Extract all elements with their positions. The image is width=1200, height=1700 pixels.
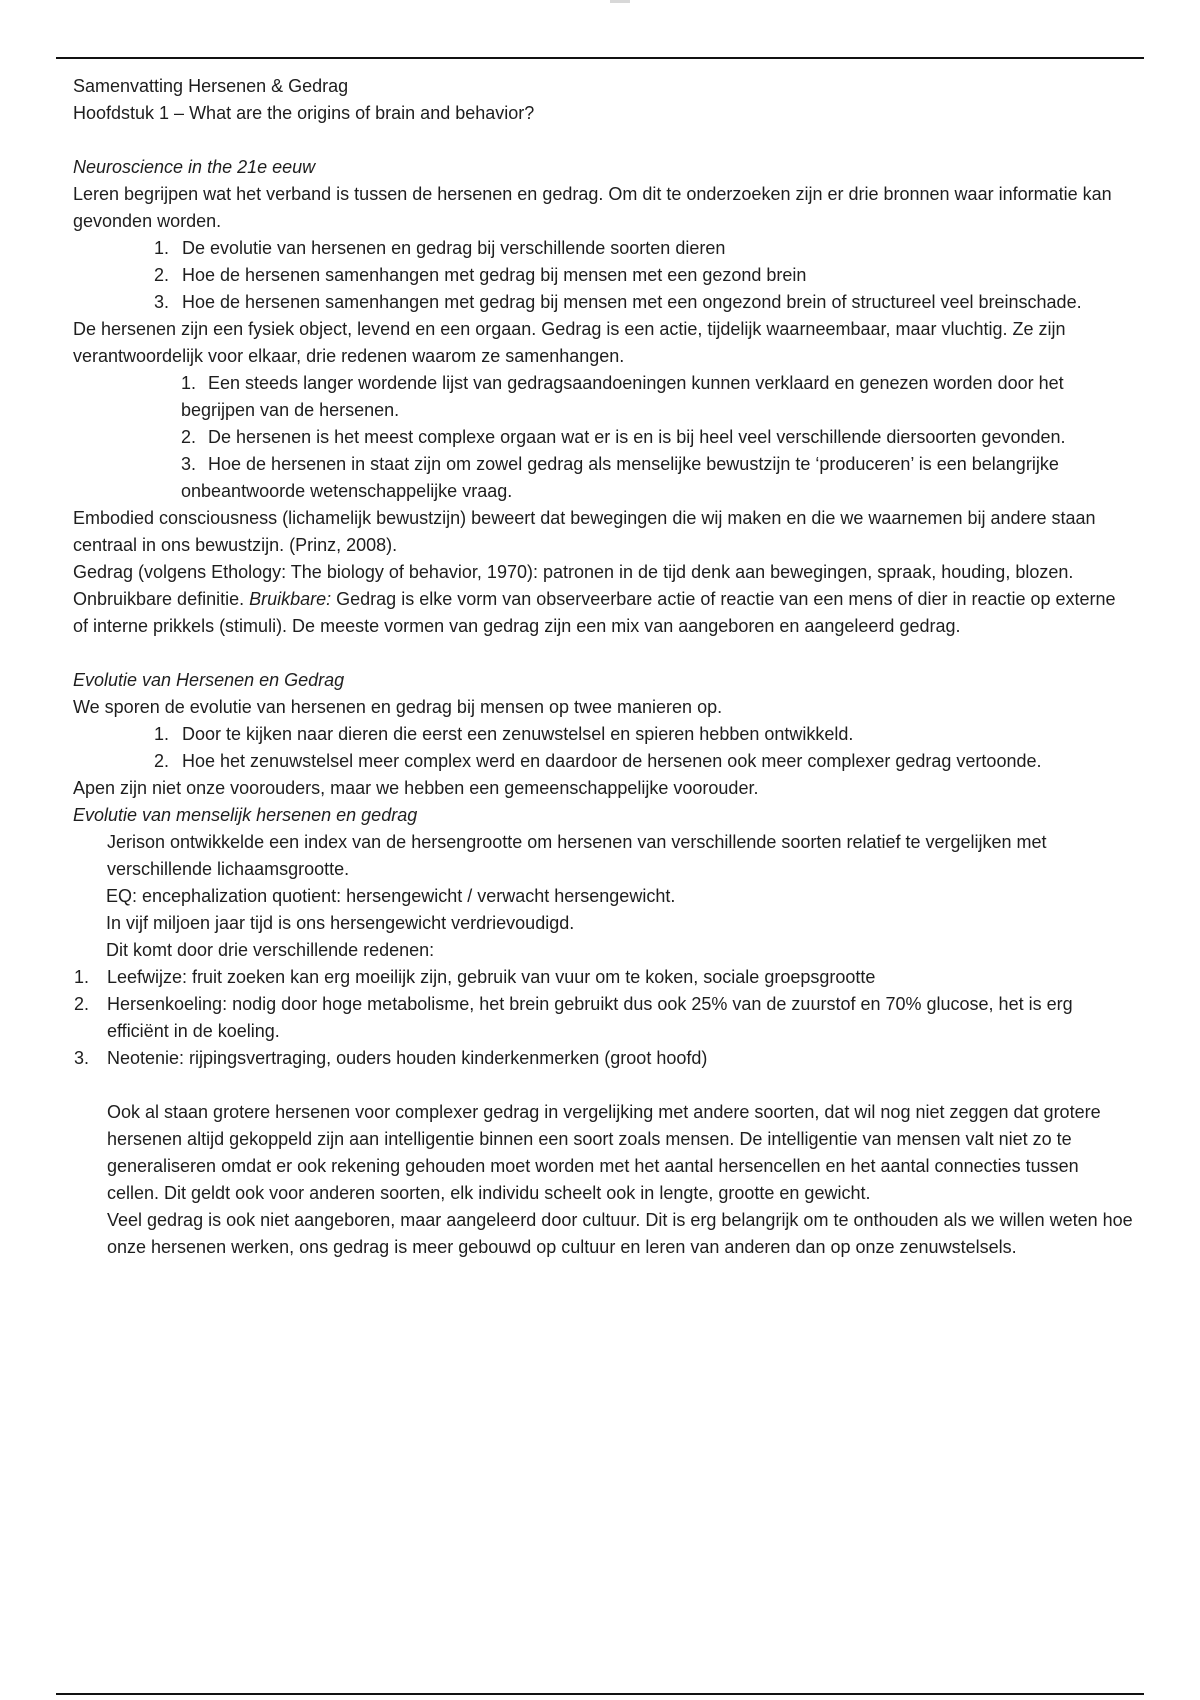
list-number: 2.	[181, 427, 197, 447]
list-item	[73, 262, 1133, 289]
reasons-list	[73, 370, 1133, 505]
paragraph: EQ: encephalization quotient: hersengewicht / verwacht hersengewicht.	[106, 886, 676, 906]
list-number: 2.	[153, 751, 169, 771]
list-number: 3.	[73, 1048, 89, 1068]
document-title: Samenvatting Hersenen & Gedrag	[73, 76, 349, 96]
list-item-text: De evolutie van hersenen en gedrag bij verschillende soorten dieren	[182, 238, 726, 258]
list-number: 1.	[153, 724, 169, 744]
list-item	[73, 964, 1133, 991]
paragraph: Embodied consciousness (lichamelijk bewustzijn) beweert dat bewegingen die wij maken en die we waarnemen bij andere staan centraal in ons bewustzijn. (Prinz, 2008).	[73, 508, 1096, 555]
list-item	[73, 424, 1133, 451]
list-item-text: De hersenen is het meest complexe orgaan wat er is en is bij heel veel verschillende diersoorten gevonden.	[208, 427, 1066, 447]
text-run: Gedrag (volgens Ethology: The biology of behavior, 1970): patronen in de tijd denk aan bewegingen, spraak, houding, blozen. Onbruikbare definitie.	[73, 562, 1074, 609]
list-item-text: Neotenie: rijpingsvertraging, ouders houden kinderkenmerken (groot hoofd)	[107, 1048, 708, 1068]
section-heading-neuroscience: Neuroscience in the 21e eeuw	[73, 157, 316, 177]
list-item	[73, 1045, 1133, 1072]
list-number: 1.	[73, 967, 89, 987]
paragraph: We sporen de evolutie van hersenen en gedrag bij mensen op twee manieren op.	[73, 697, 723, 717]
list-item-text: Door te kijken naar dieren die eerst een zenuwstelsel en spieren hebben ontwikkeld.	[182, 724, 854, 744]
italic-term: Bruikbare:	[249, 589, 332, 609]
paragraph: Ook al staan grotere hersenen voor complexer gedrag in vergelijking met andere soorten, dat wil nog niet zeggen dat grotere hersenen altijd gekoppeld zijn aan intelligentie binnen een soort zoals mensen. De intelligentie van mensen valt niet zo te generaliseren omdat er ook rekening gehouden moet worden met het aantal hersencellen en het aantal connecties tussen cellen. Dit geldt ook voor anderen soorten, elk individu scheelt ook in lengte, grootte en gewicht.	[107, 1102, 1101, 1203]
list-item	[73, 451, 1133, 505]
causes-list	[73, 964, 1133, 1072]
spacer	[73, 127, 1133, 154]
top-divider	[56, 57, 1144, 59]
bottom-divider	[56, 1693, 1144, 1695]
list-item	[73, 370, 1133, 424]
list-item-text: Leefwijze: fruit zoeken kan erg moeilijk zijn, gebruik van vuur om te koken, sociale groepsgrootte	[107, 967, 876, 987]
list-number: 2.	[73, 994, 89, 1014]
list-item	[73, 748, 1133, 775]
page-header-mark	[610, 0, 630, 3]
paragraph: De hersenen zijn een fysiek object, levend en een orgaan. Gedrag is een actie, tijdelijk waarneembaar, maar vluchtig. Ze zijn verantwoordelijk voor elkaar, drie redenen waarom ze samenhangen.	[73, 319, 1066, 366]
list-item-text: Hoe de hersenen in staat zijn om zowel gedrag als menselijke bewustzijn te ‘produceren’ is een belangrijke onbeantwoorde wetenschappelijke vraag.	[181, 454, 1059, 501]
paragraph: Leren begrijpen wat het verband is tussen de hersenen en gedrag. Om dit te onderzoeken zijn er drie bronnen waar informatie kan gevonden worden.	[73, 184, 1112, 231]
spacer	[73, 640, 1133, 667]
list-item-text: Hoe het zenuwstelsel meer complex werd en daardoor de hersenen ook meer complexer gedrag vertoonde.	[182, 751, 1042, 771]
list-number: 3.	[153, 292, 169, 312]
list-item-text: Hoe de hersenen samenhangen met gedrag bij mensen met een ongezond brein of structureel veel breinschade.	[182, 292, 1082, 312]
document-body	[73, 73, 1133, 1261]
paragraph	[73, 559, 1133, 640]
list-item-text: Hersenkoeling: nodig door hoge metabolisme, het brein gebruikt dus ook 25% van de zuurstof en 70% glucose, het is erg efficiënt in de koeling.	[107, 994, 1073, 1041]
sources-list	[73, 235, 1133, 316]
list-item-text: Een steeds langer wordende lijst van gedragsaandoeningen kunnen verklaard en genezen worden door het begrijpen van de hersenen.	[181, 373, 1064, 420]
paragraph: Apen zijn niet onze voorouders, maar we hebben een gemeenschappelijke voorouder.	[73, 778, 759, 798]
list-number: 1.	[181, 373, 197, 393]
list-item-text: Hoe de hersenen samenhangen met gedrag bij mensen met een gezond brein	[182, 265, 807, 285]
list-number: 1.	[153, 238, 169, 258]
subsection-heading: Evolutie van menselijk hersenen en gedrag	[73, 805, 418, 825]
ways-list	[73, 721, 1133, 775]
list-item	[73, 721, 1133, 748]
paragraph: Dit komt door drie verschillende redenen:	[106, 940, 435, 960]
spacer	[73, 1072, 1133, 1099]
chapter-title: Hoofdstuk 1 – What are the origins of brain and behavior?	[73, 103, 535, 123]
list-number: 2.	[153, 265, 169, 285]
list-number: 3.	[181, 454, 197, 474]
paragraph: Jerison ontwikkelde een index van de hersengrootte om hersenen van verschillende soorten relatief te vergelijken met verschillende lichaamsgrootte.	[107, 832, 1047, 879]
list-item	[73, 289, 1133, 316]
section-heading-evolution: Evolutie van Hersenen en Gedrag	[73, 670, 345, 690]
text-run: Gedrag is elke vorm van observeerbare actie of reactie van een mens of dier in reactie op externe of interne prikkels (stimuli). De meeste vormen van gedrag zijn een mix van aangeboren en aangeleerd gedrag.	[73, 589, 1116, 636]
list-item	[73, 235, 1133, 262]
paragraph: In vijf miljoen jaar tijd is ons hersengewicht verdrievoudigd.	[106, 913, 575, 933]
paragraph: Veel gedrag is ook niet aangeboren, maar aangeleerd door cultuur. Dit is erg belangrijk om te onthouden als we willen weten hoe onze hersenen werken, ons gedrag is meer gebouwd op cultuur en leren van anderen dan op onze zenuwstelsels.	[107, 1210, 1133, 1257]
list-item	[73, 991, 1133, 1045]
